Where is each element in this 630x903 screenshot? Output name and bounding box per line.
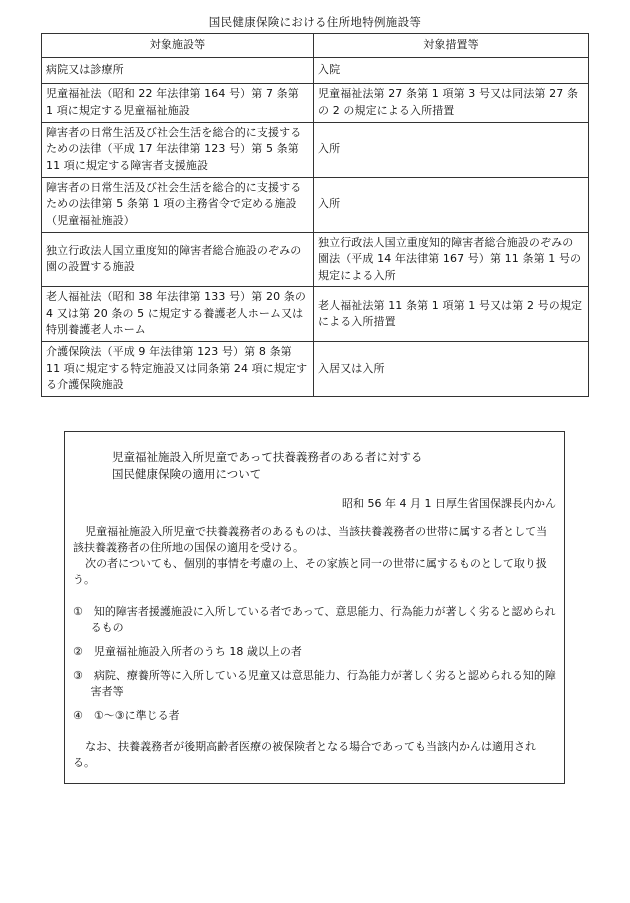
- notice-list-item: ② 児童福祉施設入所者のうち 18 歳以上の者: [73, 645, 302, 658]
- table-row: [42, 342, 589, 397]
- table-row: [42, 232, 589, 287]
- facility-cell: 児童福祉法（昭和 22 年法律第 164 号）第 7 条第 1 項に規定する児童福祉施設: [42, 83, 314, 122]
- facility-cell: 障害者の日常生活及び社会生活を総合的に支援するための法律第 5 条第 1 項の主務省令で定める施設（児童福祉施設）: [42, 177, 314, 232]
- notice-title-line1: 児童福祉施設入所児童であって扶養義務者のある者に対する: [112, 450, 423, 464]
- facility-cell: 病院又は診療所: [42, 57, 314, 83]
- measure-cell: 入所: [314, 122, 589, 177]
- column-header: 対象措置等: [314, 34, 589, 58]
- measure-cell: 児童福祉法第 27 条第 1 項第 3 号又は同法第 27 条の 2 の規定による入所措置: [314, 83, 589, 122]
- notice-source: 昭和 56 年 4 月 1 日厚生省国保課長内かん: [342, 497, 556, 510]
- measure-cell: 入居又は入所: [314, 342, 589, 397]
- notice-paragraph: 次の者についても、個別的事情を考慮の上、その家族と同一の世帯に属するものとして取り扱う。: [73, 557, 547, 586]
- facility-cell: 障害者の日常生活及び社会生活を総合的に支援するための法律（平成 17 年法律第 123 号）第 5 条第 11 項に規定する障害者支援施設: [42, 122, 314, 177]
- column-header: 対象施設等: [42, 34, 314, 58]
- notice-list-item: ③ 病院、療養所等に入所している児童又は意思能力、行為能力が著しく劣ると認められる知的障害者等: [73, 669, 556, 698]
- notice-paragraph: 児童福祉施設入所児童で扶養義務者のあるものは、当該扶養義務者の世帯に属する者として当該扶養義務者の住所地の国保の適用を受ける。: [73, 525, 548, 554]
- notice-list-item: ① 知的障害者援護施設に入所している者であって、意思能力、行為能力が著しく劣ると認められるもの: [73, 605, 556, 634]
- facility-cell: 老人福祉法（昭和 38 年法律第 133 号）第 20 条の 4 又は第 20 条の 5 に規定する養護老人ホーム又は特別養護老人ホーム: [42, 287, 314, 342]
- table-row: [42, 177, 589, 232]
- facility-cell: 独立行政法人国立重度知的障害者総合施設のぞみの園の設置する施設: [42, 232, 314, 287]
- table-row: [42, 287, 589, 342]
- notice-list-item: ④ ①～③に準じる者: [73, 709, 180, 722]
- measure-cell: 独立行政法人国立重度知的障害者総合施設のぞみの園法（平成 14 年法律第 167 号）第 11 条第 1 号の規定による入所: [314, 232, 589, 287]
- notice-title-line2: 国民健康保険の適用について: [112, 467, 262, 481]
- table-header-row: [42, 34, 589, 58]
- measure-cell: 老人福祉法第 11 条第 1 項第 1 号又は第 2 号の規定による入所措置: [314, 287, 589, 342]
- table-row: [42, 122, 589, 177]
- table-row: [42, 83, 589, 122]
- notice-box: [64, 431, 565, 784]
- facility-table: [41, 33, 589, 397]
- measure-cell: 入所: [314, 177, 589, 232]
- notice-paragraph: なお、扶養義務者が後期高齢者医療の被保険者となる場合であっても当該内かんは適用される。: [73, 740, 536, 769]
- table-title: 国民健康保険における住所地特例施設等: [208, 15, 422, 29]
- table-row: [42, 57, 589, 83]
- facility-cell: 介護保険法（平成 9 年法律第 123 号）第 8 条第 11 項に規定する特定施設又は同条第 24 項に規定する介護保険施設: [42, 342, 314, 397]
- measure-cell: 入院: [314, 57, 589, 83]
